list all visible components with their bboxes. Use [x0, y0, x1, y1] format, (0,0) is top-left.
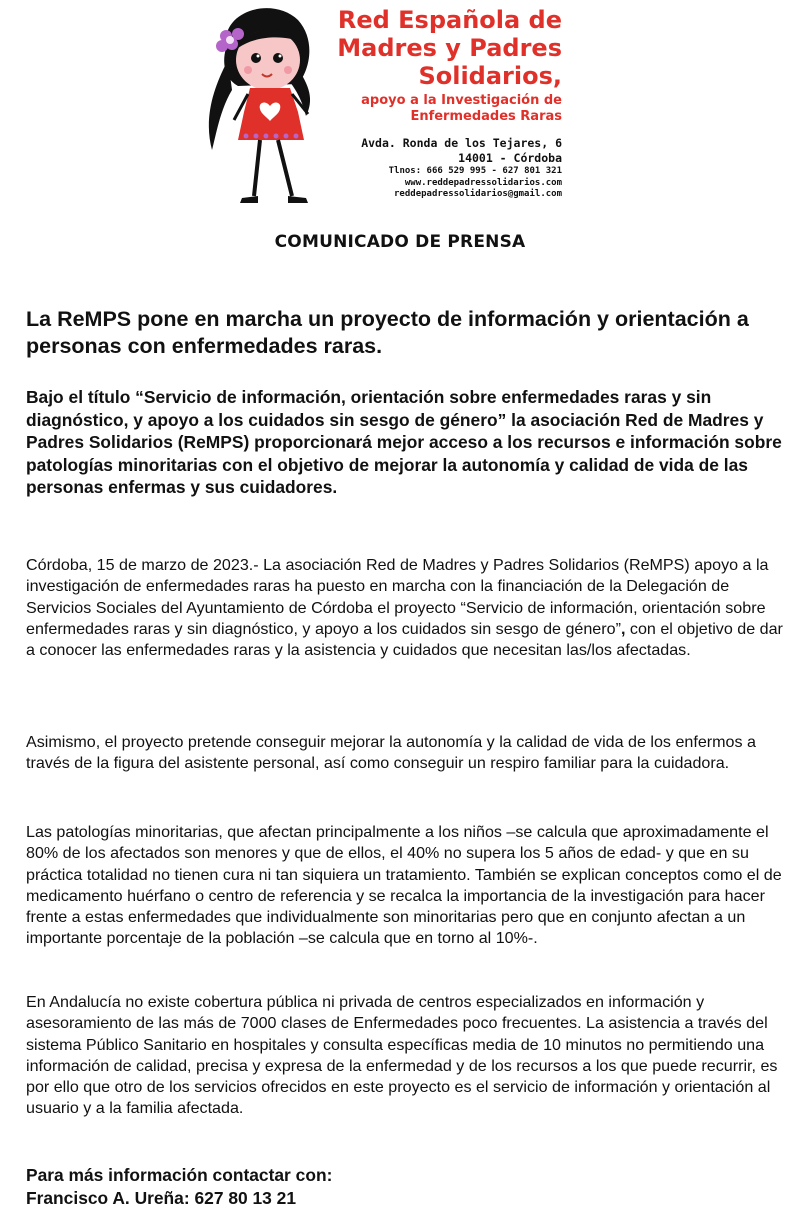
org-subtitle-line-2: Enfermedades Raras [410, 109, 562, 124]
org-name-line-2: Madres y Padres [337, 34, 562, 62]
address-city: 14001 - Córdoba [458, 151, 562, 165]
body-paragraph-1 [26, 555, 788, 661]
lead-paragraph: Bajo el título “Servicio de información, orientación sobre enfermedades raras y sin diagnóstico, y apoyo a los cuidados sin sesgo de género” la asociación Red de Madres y Padres Solidarios (ReMPS) proporcionará mejor acceso a los recursos e información sobre patologías minoritarias con el objetivo de mejorar la autonomía y calidad de vida de las personas enfermas y sus cuidadores. [26, 387, 782, 498]
contact-intro: Para más información contactar con: [26, 1165, 333, 1185]
body-paragraph-4: En Andalucía no existe cobertura pública ni privada de centros especializados en información y asesoramiento de las más de 7000 clases de Enfermedades poco frecuentes. La asistencia a través del sistema Público Sanitario en hospitales y consulta específicas media de 10 minutos no permitiendo una información de calidad, precisa y expresa de la enfermedad y de los recursos a los que puede recurrir, es por ello que otro de los servicios ofrecidos en este proyecto es el servicio de información y orientación al usuario y a la familia afectada. [26, 993, 778, 1118]
org-name-line-1: Red Española de [337, 6, 562, 34]
website-text: www.reddepadressolidarios.com [404, 178, 562, 188]
email-text: reddepadressolidarios@gmail.com [394, 189, 562, 199]
contact-block [26, 1164, 726, 1210]
org-name-line-3: Solidarios, [418, 62, 562, 90]
body-paragraph-1-bold-comma: , [620, 619, 626, 638]
girl-mascot-logo [198, 0, 348, 208]
phone-numbers: Tlnos: 666 529 995 - 627 801 321 [388, 166, 562, 176]
headline: La ReMPS pone en marcha un proyecto de información y orientación a personas con enfermedades raras. [26, 307, 749, 358]
address-street: Avda. Ronda de los Tejares, 6 [361, 136, 562, 150]
letterhead [198, 0, 570, 208]
body-paragraph-2: Asimismo, el proyecto pretende conseguir mejorar la autonomía y la calidad de vida de los enfermos a través de la figura del asistente personal, así como conseguir un respiro familiar para la cuidadora. [26, 733, 756, 773]
org-subtitle-line-1: apoyo a la Investigación de [361, 93, 562, 108]
press-release-title: COMUNICADO DE PRENSA [274, 232, 526, 252]
contact-person-phone: Francisco A. Ureña: 627 80 13 21 [26, 1188, 297, 1208]
body-paragraph-1-text: Córdoba, 15 de marzo de 2023.- La asociación Red de Madres y Padres Solidarios (ReMPS) apoyo a la investigación de enfermedades raras ha puesto en marcha con la financiación de la Delegación de Servicios Sociales del Ayuntamiento de Córdoba el proyecto “Servicio de información, orientación sobre enfermedades raras y sin diagnóstico, y apoyo a los cuidados sin sesgo de género” [26, 556, 769, 638]
body-paragraph-3: Las patologías minoritarias, que afectan principalmente a los niños –se calcula que aproximadamente el 80% de los afectados son menores y que de ellos, el 40% no supera los 5 años de edad- y que en su práctica totalidad no tienen cura ni tan siquiera un tratamiento. También se explican conceptos como el de medicamento huérfano o centro de referencia y se recalca la importancia de la investigación para hacer frente a estas enfermedades que individualmente son minoritarias pero que en conjunto afectan a un importante porcentaje de la población –se calcula que en torno al 10%-. [26, 823, 782, 948]
body-paragraph-1-text-end: con el objetivo de dar a conocer las enfermedades raras y la asistencia y cuidados que necesitan las/los afectadas. [26, 619, 783, 660]
